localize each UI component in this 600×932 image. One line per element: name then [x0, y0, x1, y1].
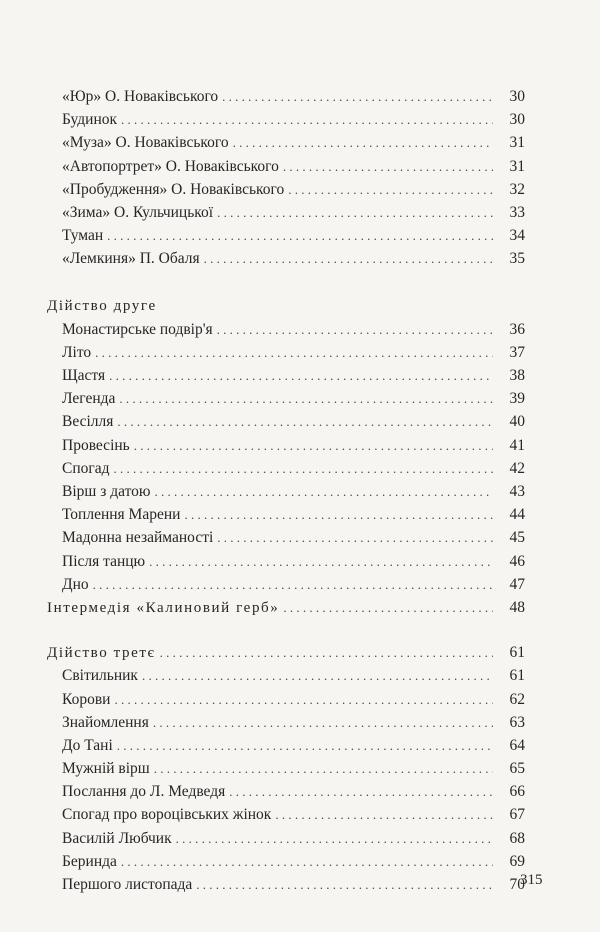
entry-title: Топлення Марени	[62, 506, 181, 524]
entry-title: «Зима» О. Кульчицької	[62, 203, 214, 221]
entry-page: 30	[509, 88, 525, 105]
entry-page: 64	[509, 736, 525, 754]
entry-title: Знайомлення	[62, 713, 149, 731]
entry-title: Будинок	[62, 111, 118, 129]
entry-page: 61	[509, 644, 525, 662]
entry-title: «Юр» О. Новаківського	[62, 88, 219, 105]
entry-title: Весілля	[62, 413, 114, 431]
entry-title: До Тані	[62, 736, 113, 754]
entry-page: 36	[509, 320, 525, 338]
toc-entry	[47, 573, 525, 596]
entry-title: «Автопортрет» О. Новаківського	[62, 157, 279, 175]
entry-page: 43	[509, 483, 525, 500]
dot-leader	[176, 827, 493, 850]
toc-entry	[47, 434, 525, 457]
dot-leader	[154, 757, 493, 780]
entry-title: Дійство друге	[47, 297, 157, 314]
toc-entry	[47, 873, 525, 896]
dot-leader	[233, 131, 493, 154]
table-of-contents	[47, 85, 525, 896]
entry-page: 67	[509, 806, 525, 824]
entry-page: 30	[509, 111, 525, 129]
toc-entry	[47, 803, 525, 826]
entry-page: 37	[509, 343, 525, 361]
entry-title: Монастирське подвір'я	[62, 320, 213, 338]
entry-title: Після танцю	[62, 552, 146, 570]
toc-entry	[47, 734, 525, 757]
entry-page: 39	[509, 390, 525, 408]
toc-entry	[47, 457, 525, 480]
entry-page: 31	[509, 157, 525, 175]
toc-entry	[47, 410, 525, 433]
toc-entry	[47, 155, 525, 178]
toc-entry	[47, 780, 525, 803]
entry-title: Мужній вірш	[62, 760, 150, 778]
toc-entry	[47, 364, 525, 387]
dot-leader	[119, 387, 493, 410]
entry-title: «Пробудження» О. Новаківського	[62, 180, 285, 198]
dot-leader	[217, 526, 493, 549]
entry-page: 33	[509, 203, 525, 221]
entry-title: Легенда	[62, 390, 116, 408]
dot-leader	[114, 457, 493, 480]
toc-entry	[47, 711, 525, 734]
dot-leader	[114, 688, 493, 711]
entry-page: 62	[509, 690, 525, 708]
entry-page: 32	[509, 180, 525, 198]
entry-page: 31	[509, 134, 525, 152]
toc-entry	[47, 318, 525, 341]
entry-page: 46	[509, 552, 525, 570]
dot-leader	[93, 573, 493, 596]
toc-entry	[47, 827, 525, 850]
dot-leader	[283, 596, 493, 619]
entry-page: 47	[509, 575, 525, 593]
dot-leader	[109, 364, 493, 387]
dot-leader	[154, 480, 493, 503]
toc-entry	[47, 108, 525, 131]
entry-page: 40	[509, 413, 525, 431]
dot-leader	[283, 155, 493, 178]
entry-title: Беринда	[62, 852, 117, 870]
dot-leader	[142, 664, 493, 687]
dot-leader	[229, 780, 493, 803]
entry-page: 63	[509, 713, 525, 731]
toc-entry	[47, 387, 525, 410]
entry-page: 35	[509, 250, 525, 268]
dot-leader	[121, 108, 493, 131]
dot-leader	[121, 850, 493, 873]
dot-leader	[153, 711, 493, 734]
dot-leader	[217, 201, 493, 224]
page-number: 315	[520, 872, 543, 888]
entry-page: 68	[509, 829, 525, 847]
entry-page: 61	[509, 667, 525, 685]
section-heading	[47, 596, 525, 619]
entry-page: 66	[509, 783, 525, 801]
dot-leader	[134, 434, 493, 457]
dot-leader	[222, 85, 493, 108]
toc-entry	[47, 131, 525, 154]
entry-page: 42	[509, 459, 525, 477]
entry-title: Інтермедія «Калиновий герб»	[47, 599, 280, 616]
toc-entry	[47, 757, 525, 780]
entry-title: Мадонна незайманості	[62, 529, 214, 547]
entry-title: Вірш з датою	[62, 483, 151, 500]
dot-leader	[107, 224, 493, 247]
entry-title: Літо	[62, 343, 92, 361]
toc-entry	[47, 480, 525, 503]
toc-entry	[47, 664, 525, 687]
toc-entry	[47, 550, 525, 573]
entry-title: Василій Любчик	[62, 829, 172, 847]
entry-title: Послання до Л. Медведя	[62, 783, 226, 801]
toc-entry	[47, 341, 525, 364]
entry-title: Спогад про вороцівських жінок	[62, 806, 272, 824]
entry-page: 45	[509, 529, 525, 547]
entry-title: Першого листопада	[62, 876, 193, 893]
entry-page: 48	[509, 598, 525, 616]
entry-title: Дно	[62, 575, 89, 593]
entry-page: 70	[509, 876, 525, 893]
toc-entry	[47, 178, 525, 201]
entry-page: 44	[509, 506, 525, 524]
section-heading	[47, 641, 525, 664]
dot-leader	[204, 247, 493, 270]
dot-leader	[117, 734, 493, 757]
entry-title: Дійство третє	[47, 645, 156, 662]
dot-leader	[217, 318, 493, 341]
toc-entry	[47, 85, 525, 108]
toc-entry	[47, 850, 525, 873]
dot-leader	[275, 803, 493, 826]
dot-leader	[160, 641, 493, 664]
entry-page: 65	[509, 760, 525, 778]
dot-leader	[288, 178, 493, 201]
dot-leader	[149, 550, 493, 573]
dot-leader	[196, 873, 493, 896]
dot-leader	[117, 410, 493, 433]
toc-entry	[47, 224, 525, 247]
section-heading	[47, 295, 525, 318]
toc-entry	[47, 503, 525, 526]
entry-page: 41	[509, 436, 525, 454]
dot-leader	[184, 503, 493, 526]
toc-entry	[47, 201, 525, 224]
entry-title: Провесінь	[62, 436, 130, 454]
entry-title: Туман	[62, 227, 104, 245]
toc-entry	[47, 247, 525, 270]
entry-page: 38	[509, 367, 525, 385]
entry-title: Світильник	[62, 667, 138, 685]
entry-title: «Лемкиня» П. Обаля	[62, 250, 200, 268]
entry-page: 34	[509, 227, 525, 245]
dot-leader	[95, 341, 493, 364]
entry-title: «Муза» О. Новаківського	[62, 134, 229, 152]
toc-entry	[47, 526, 525, 549]
entry-title: Спогад	[62, 459, 110, 477]
entry-page: 69	[509, 852, 525, 870]
entry-title: Корови	[62, 690, 111, 708]
toc-entry	[47, 688, 525, 711]
entry-title: Щастя	[62, 367, 106, 385]
